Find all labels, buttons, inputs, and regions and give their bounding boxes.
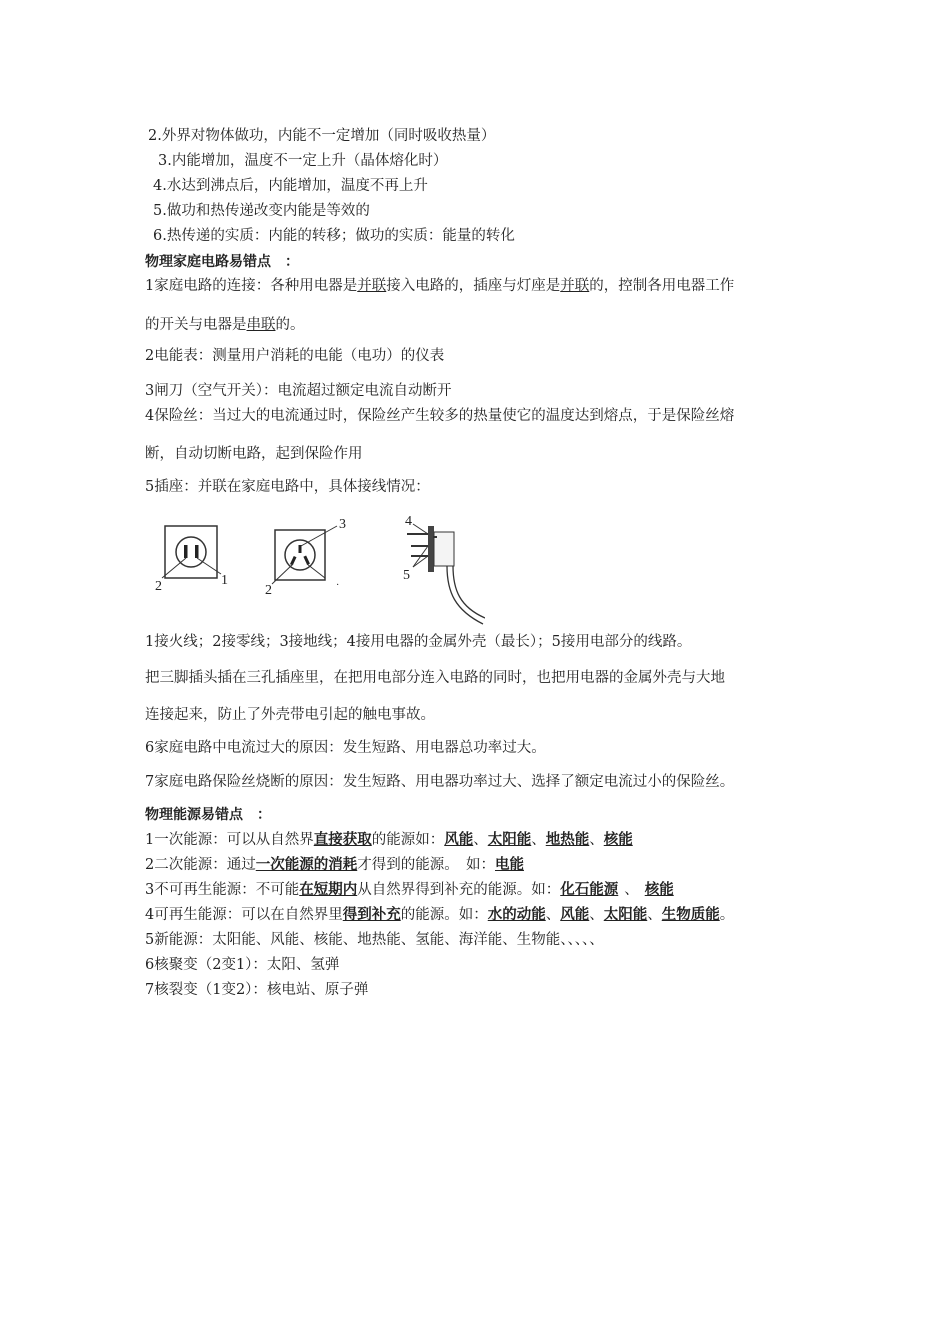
text: 的开关与电器是 [145, 317, 247, 333]
energy-point-3 [145, 880, 674, 900]
circuit-point-4-line2: 断，自动切断电路，起到保险作用 [145, 446, 363, 462]
text: 4可再生能源：可以在自然界里 [145, 907, 343, 923]
key-term: 太阳能 [603, 906, 648, 923]
circuit-point-3: 3闸刀（空气开关）：电流超过额定电流自动断开 [145, 383, 452, 399]
label-2: 2 [265, 583, 272, 598]
text: 才得到的能源。 如： [357, 857, 495, 873]
key-term: 化石能源 [560, 881, 619, 898]
key-term: 电能 [494, 856, 524, 873]
circuit-heading: 物理家庭电路易错点 ： [145, 254, 299, 270]
text: 、 [545, 907, 561, 923]
text: 、 [589, 832, 604, 848]
text: 从自然界得到补充的能源。如： [357, 882, 561, 898]
text: 、 [647, 907, 662, 923]
text: 、 [531, 832, 546, 848]
text: 的能源。如： [400, 907, 488, 923]
three-pin-plug-line2: 连接起来，防止了外壳带电引起的触电事故。 [145, 707, 435, 723]
wiring-explanation: 1接火线；2接零线；3接地线；4接用电器的金属外壳（最长）；5接用电部分的线路。 [145, 634, 692, 650]
label-2: 2 [155, 579, 162, 594]
key-term: 风能 [444, 831, 474, 848]
text: 。 [719, 907, 735, 923]
underlined-term: 串联 [246, 317, 276, 333]
energy-point-7: 7核裂变（1变2）：核电站、原子弹 [145, 982, 369, 998]
energy-point-1 [145, 830, 633, 850]
text: 的能源如： [371, 832, 445, 848]
underlined-term: 并联 [357, 278, 387, 294]
text: 2二次能源：通过 [145, 857, 256, 873]
text: 接入电路的，插座与灯座是 [386, 278, 561, 294]
key-term: 核能 [603, 831, 633, 848]
three-pin-plug-line1: 把三脚插头插在三孔插座里，在把用电部分连入电路的同时，也把用电器的金属外壳与大地 [145, 670, 725, 686]
energy-point-2 [145, 855, 524, 875]
label-5: 5 [403, 568, 410, 583]
small-mark: · [336, 580, 340, 591]
heat-point-3: 3.内能增加，温度不一定上升（晶体熔化时） [158, 153, 448, 169]
circuit-point-6: 6家庭电路中电流过大的原因：发生短路、用电器总功率过大。 [145, 740, 546, 756]
text: 、 [589, 907, 604, 923]
text: 3不可再生能源：不可能 [145, 882, 300, 898]
energy-point-5: 5新能源：太阳能、风能、核能、地热能、氢能、海洋能、生物能、、、、、 [145, 932, 604, 948]
text: 、 [624, 882, 639, 898]
text: 的。 [275, 317, 305, 333]
key-term: 核能 [644, 881, 674, 898]
energy-heading: 物理能源易错点 ： [145, 807, 271, 823]
key-term: 得到补充 [342, 906, 401, 923]
energy-point-4 [145, 905, 734, 925]
label-4: 4 [405, 514, 412, 529]
key-term: 一次能源的消耗 [255, 856, 358, 873]
key-term: 生物质能 [661, 906, 720, 923]
key-term: 地热能 [545, 831, 590, 848]
three-hole-socket-figure [265, 517, 346, 598]
circuit-point-4-line1: 4保险丝：当过大的电流通过时，保险丝产生较多的热量使它的温度达到熔点，于是保险丝熔 [145, 408, 735, 424]
two-hole-socket-figure [155, 526, 228, 594]
heat-point-2: 2.外界对物体做功，内能不一定增加（同时吸收热量） [148, 128, 496, 144]
text: 1家庭电路的连接：各种用电器是 [145, 278, 358, 294]
label-3: 3 [339, 517, 346, 532]
key-term: 直接获取 [313, 831, 372, 848]
heat-point-4: 4.水达到沸点后，内能增加，温度不再上升 [153, 178, 428, 194]
key-term: 在短期内 [299, 881, 358, 898]
circuit-point-1-line1 [145, 276, 734, 296]
label-1: 1 [221, 573, 228, 588]
text: 1一次能源：可以从自然界 [145, 832, 314, 848]
circuit-point-1-line2 [145, 315, 305, 335]
circuit-point-7: 7家庭电路保险丝烧断的原因：发生短路、用电器功率过大、选择了额定电流过小的保险丝。 [145, 774, 735, 790]
text: 的，控制各用电器工作 [589, 278, 735, 294]
key-term: 风能 [560, 906, 590, 923]
text: 、 [473, 832, 488, 848]
circuit-point-5: 5插座：并联在家庭电路中，具体接线情况： [145, 479, 430, 495]
key-term: 太阳能 [487, 831, 532, 848]
socket-diagrams [145, 512, 485, 627]
key-term: 水的动能 [487, 906, 546, 923]
heat-point-6: 6.热传递的实质：内能的转移；做功的实质：能量的转化 [153, 228, 515, 244]
circuit-point-2: 2电能表：测量用户消耗的电能（电功）的仪表 [145, 348, 445, 364]
heat-point-5: 5.做功和热传递改变内能是等效的 [153, 203, 370, 219]
three-pin-plug-figure [403, 514, 485, 624]
energy-point-6: 6核聚变（2变1）：太阳、氢弹 [145, 957, 340, 973]
underlined-term: 并联 [560, 278, 590, 294]
